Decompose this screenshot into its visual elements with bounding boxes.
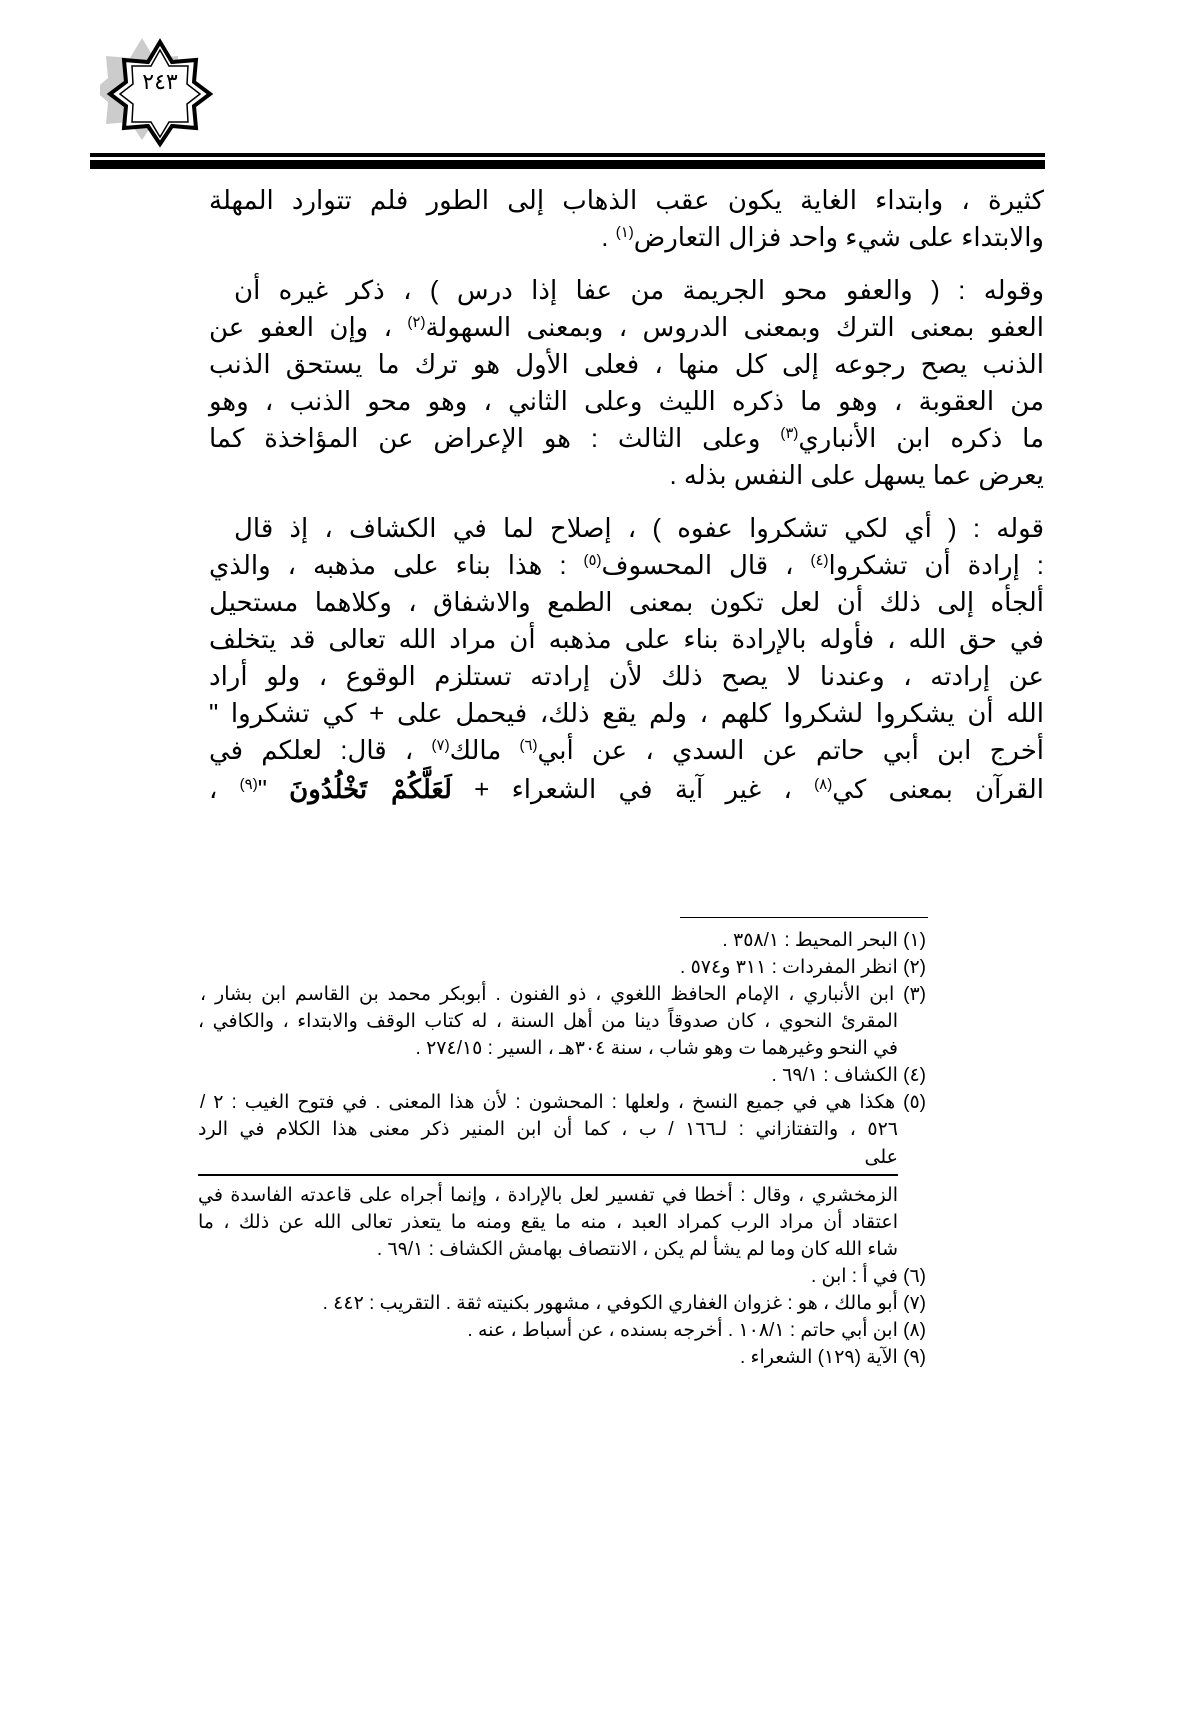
text-segment: ، غير آية في الشعراء +: [451, 774, 815, 804]
body-line: [209, 585, 1044, 619]
body-line: [209, 772, 1044, 807]
text-segment: ما ذكره ابن الأنباري: [798, 423, 1044, 453]
footnote-line: على: [864, 1147, 898, 1168]
footnote-line: (٣) ابن الأنباري ، الإمام الحافظ اللغوي ، ذو الفنون . أبوبكر محمد بن القاسم ابن بشار ،: [200, 984, 926, 1005]
text-segment: والابتداء على شيء واحد فزال التعارض: [633, 222, 1044, 252]
text-segment: أخرج ابن أبي حاتم عن السدي ، عن أبي: [537, 735, 1044, 765]
body-line: [209, 384, 1044, 418]
body-line: [209, 622, 1044, 656]
text-segment: القرآن بمعنى كي: [832, 774, 1045, 804]
body-line: [234, 511, 1044, 545]
body-line: [209, 458, 1044, 492]
footnote-line: (٧) أبو مالك ، هو : غزوان الغفاري الكوفي ، مشهور بكنيته ثقة . التقريب : ٤٤٢ .: [322, 1293, 926, 1314]
footnote-ref: (٢): [407, 314, 426, 331]
body-line: [209, 347, 1044, 381]
footnote-stretch-rule: [198, 1174, 898, 1176]
body-line: [209, 220, 1044, 254]
footnote-line: (٥) هكذا هي في جميع النسخ ، ولعلها : المحشون : لأن هذا المعنى . في فتوح الغيب : ٢ /: [200, 1092, 926, 1113]
footnote-ref: (٦): [519, 737, 538, 754]
body-line: [209, 733, 1044, 767]
text-segment: ، قال المحسوف: [601, 550, 811, 580]
text-segment: ،: [209, 774, 240, 804]
footnote-ref: (٥): [583, 552, 602, 569]
footnote-ref: (٩): [239, 776, 258, 793]
footnote-line: في النحو وغيرهما ت وهو شاب ، سنة ٣٠٤هـ ، السير : ٢٧٤/١٥ .: [415, 1038, 898, 1059]
body-line: [234, 273, 1044, 307]
text-segment: قوله : ( أي لكي تشكروا عفوه ) ، إصلاح لما في الكشاف ، إذ قال: [234, 513, 1044, 543]
quran-verse: لَعَلَّكُمْ تَخْلُدُونَ: [289, 775, 452, 805]
page-number: ٢٤٣: [142, 70, 178, 95]
text-segment: الله أن يشكروا لشكروا كلهم ، ولم يقع ذلك، فيحمل على + كي تشكروا ": [209, 698, 1044, 728]
footnote-ref: (٨): [814, 776, 833, 793]
footnote-ref: (٤): [810, 552, 829, 569]
footnote-line: (٨) ابن أبي حاتم : ١٠٨/١ . أخرجه بسنده ، عن أسباط ، عنه .: [467, 1320, 926, 1341]
text-segment: .: [601, 222, 616, 252]
text-segment: ، وإن العفو عن: [209, 312, 408, 342]
text-segment: مالك: [449, 735, 520, 765]
footnote-ref: (١): [615, 224, 634, 241]
header-rule-thick: [90, 160, 1045, 169]
text-segment: الذنب يصح رجوعه إلى كل منها ، فعلى الأول هو ترك ما يستحق الذنب: [209, 349, 1044, 379]
text-segment: وقوله : ( والعفو محو الجريمة من عفا إذا درس ) ، ذكر غيره أن: [234, 275, 1044, 305]
text-segment: العفو بمعنى الترك وبمعنى الدروس ، وبمعنى السهولة: [425, 312, 1044, 342]
footnote-line: (٩) الآية (١٢٩) الشعراء .: [739, 1347, 926, 1368]
footnote-ref: (٧): [431, 737, 450, 754]
text-segment: ألجأه إلى ذلك أن لعل تكون بمعنى الطمع والاشفاق ، وكلاهما مستحيل: [209, 587, 1044, 617]
footnote-ref: (٣): [780, 425, 799, 442]
footnote-line: (١) البحر المحيط : ٣٥٨/١ .: [722, 930, 926, 951]
footnote-line: شاء الله كان وما لم يشأ لم يكن ، الانتصاف بهامش الكشاف : ٦٩/١ .: [376, 1239, 898, 1260]
text-segment: يعرض عما يسهل على النفس بذله .: [669, 460, 1044, 490]
body-line: [209, 421, 1044, 455]
text-segment: ": [257, 774, 290, 804]
text-segment: : إرادة أن تشكروا: [828, 550, 1044, 580]
footnote-line: ٥٢٦ ، والتفتازاني : لـ١٦٦ / ب ، كما أن ابن المنير ذكر معنى هذا الكلام في الرد: [198, 1119, 898, 1140]
text-segment: في حق الله ، فأوله بالإرادة بناء على مذهبه أن مراد الله تعالى قد يتخلف: [209, 624, 1044, 654]
footnote-line: اعتقاد أن مراد الرب كمراد العبد ، منه ما يقع ومنه ما يتعذر تعالى الله عن ذلك ، ما: [198, 1212, 898, 1233]
text-segment: وعلى الثالث : هو الإعراض عن المؤاخذة كما: [209, 423, 781, 453]
text-segment: عن إرادته ، وعندنا لا يصح ذلك لأن إرادته تستلزم الوقوع ، ولو أراد: [209, 661, 1044, 691]
footnote-line: (٢) انظر المفردات : ٣١١ و٥٧٤ .: [680, 957, 926, 978]
footnote-line: المقرئ النحوي ، كان صدوقاً دينا من أهل السنة ، له كتاب الوقف والابتداء ، والكافي ،: [198, 1011, 898, 1032]
text-segment: كثيرة ، وابتداء الغاية يكون عقب الذهاب إلى الطور فلم تتوارد المهلة: [209, 185, 1044, 215]
footnote-line: (٤) الكشاف : ٦٩/١ .: [771, 1065, 926, 1086]
text-segment: ، قال: لعلكم في: [209, 735, 432, 765]
body-line: [209, 310, 1044, 344]
footnote-line: الزمخشري ، وقال : أخطا في تفسير لعل بالإرادة ، وإنما أجراه على قاعدته الفاسدة في: [198, 1185, 898, 1206]
footnote-separator: [680, 917, 928, 918]
body-line: [209, 548, 1044, 582]
body-line: [209, 659, 1044, 693]
footnote-line: (٦) في أ : ابن .: [810, 1266, 926, 1287]
text-segment: من العقوبة ، وهو ما ذكره الليث وعلى الثاني ، وهو محو الذنب ، وهو: [209, 386, 1044, 416]
header-rule-thin: [90, 153, 1045, 157]
text-segment: : هذا بناء على مذهبه ، والذي: [209, 550, 584, 580]
body-line: [209, 183, 1044, 217]
body-line: [209, 696, 1044, 730]
